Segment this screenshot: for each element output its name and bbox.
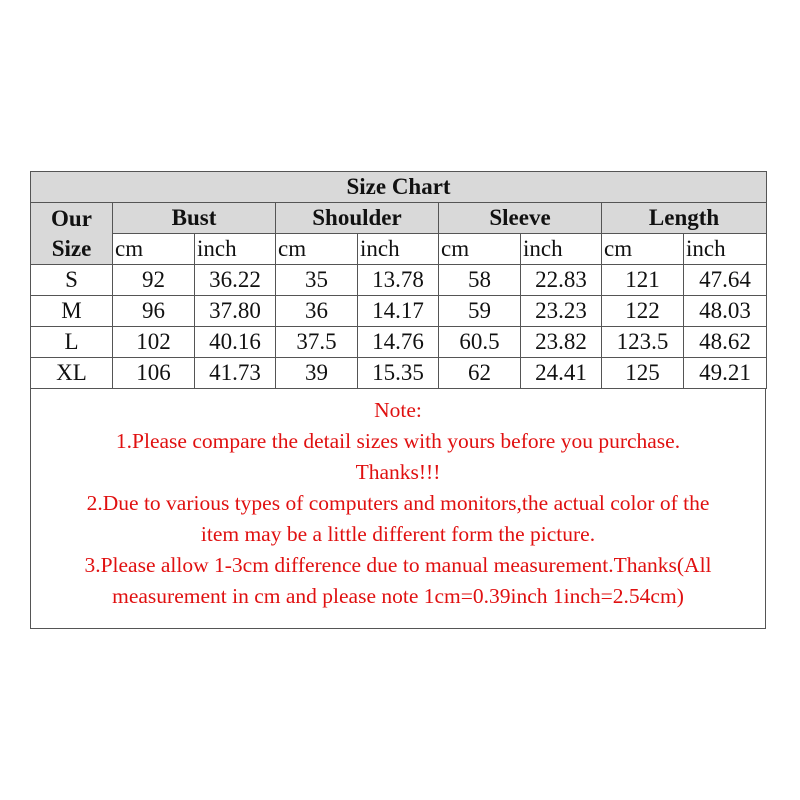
unit-inch: inch <box>684 234 767 265</box>
measurement-cell: 62 <box>439 358 521 389</box>
unit-cm: cm <box>439 234 521 265</box>
measurement-cell: 49.21 <box>684 358 767 389</box>
note-line: item may be a little different form the picture. <box>200 522 596 546</box>
measurement-cell: 60.5 <box>439 327 521 358</box>
unit-inch: inch <box>358 234 439 265</box>
size-header-top: Our <box>51 205 92 231</box>
size-cell: S <box>31 265 113 296</box>
note-heading: Note: <box>374 398 422 422</box>
bust-header: Bust <box>113 203 276 234</box>
table-row <box>31 296 767 327</box>
measurement-cell: 14.17 <box>358 296 439 327</box>
measurement-cell: 37.80 <box>195 296 276 327</box>
unit-inch: inch <box>521 234 602 265</box>
measurement-cell: 47.64 <box>684 265 767 296</box>
note-line: measurement in cm and please note 1cm=0.39inch 1inch=2.54cm) <box>112 584 684 608</box>
measurement-cell: 121 <box>602 265 684 296</box>
measurement-cell: 35 <box>276 265 358 296</box>
size-chart <box>30 171 766 629</box>
unit-inch: inch <box>195 234 276 265</box>
measurement-cell: 13.78 <box>358 265 439 296</box>
measurement-cell: 22.83 <box>521 265 602 296</box>
table-row <box>31 358 767 389</box>
size-cell: M <box>31 296 113 327</box>
size-cell: L <box>31 327 113 358</box>
measurement-cell: 15.35 <box>358 358 439 389</box>
note-line: Thanks!!! <box>355 460 441 484</box>
measurement-cell: 36 <box>276 296 358 327</box>
measurement-cell: 125 <box>602 358 684 389</box>
notes-panel <box>30 389 766 629</box>
measurement-cell: 39 <box>276 358 358 389</box>
size-cell: XL <box>31 358 113 389</box>
size-column-header <box>31 203 113 265</box>
size-rows <box>31 265 767 389</box>
measurement-cell: 48.62 <box>684 327 767 358</box>
sleeve-header: Sleeve <box>439 203 602 234</box>
note-line: 3.Please allow 1-3cm difference due to manual measurement.Thanks(All <box>84 553 712 577</box>
measurement-cell: 41.73 <box>195 358 276 389</box>
size-chart-table <box>30 171 767 389</box>
measurement-cell: 106 <box>113 358 195 389</box>
measurement-cell: 122 <box>602 296 684 327</box>
measurement-cell: 24.41 <box>521 358 602 389</box>
table-row <box>31 327 767 358</box>
shoulder-header: Shoulder <box>276 203 439 234</box>
measurement-cell: 23.82 <box>521 327 602 358</box>
table-row <box>31 265 767 296</box>
measurement-cell: 102 <box>113 327 195 358</box>
unit-cm: cm <box>602 234 684 265</box>
measurement-cell: 96 <box>113 296 195 327</box>
measurement-cell: 59 <box>439 296 521 327</box>
measurement-cell: 36.22 <box>195 265 276 296</box>
note-line: 2.Due to various types of computers and monitors,the actual color of the <box>86 491 710 515</box>
size-header-bottom: Size <box>51 235 92 261</box>
measurement-cell: 40.16 <box>195 327 276 358</box>
chart-title: Size Chart <box>31 172 767 203</box>
measurement-cell: 58 <box>439 265 521 296</box>
measurement-cell: 37.5 <box>276 327 358 358</box>
unit-cm: cm <box>113 234 195 265</box>
measurement-cell: 48.03 <box>684 296 767 327</box>
note-line: 1.Please compare the detail sizes with yours before you purchase. <box>115 429 681 453</box>
measurement-cell: 92 <box>113 265 195 296</box>
measurement-cell: 14.76 <box>358 327 439 358</box>
unit-cm: cm <box>276 234 358 265</box>
measurement-cell: 123.5 <box>602 327 684 358</box>
measurement-cell: 23.23 <box>521 296 602 327</box>
length-header: Length <box>602 203 767 234</box>
